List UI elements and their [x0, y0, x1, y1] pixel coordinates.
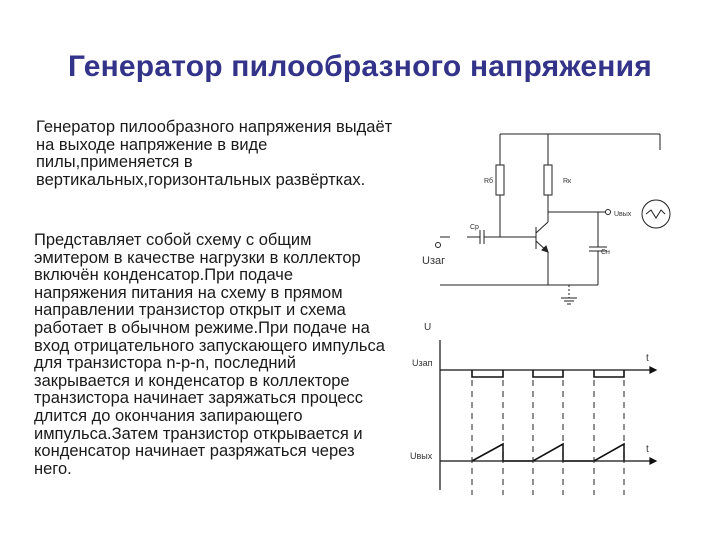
intro-paragraph: Генератор пилообразного напряжения выдаёт на выходе напряжение в виде пилы,применяется в вертикальных,горизонтальных развёртках. [36, 118, 393, 189]
cp-label: Cp [470, 224, 479, 231]
time-label-2: t [646, 444, 649, 455]
pulse-2 [533, 370, 563, 377]
output-label: Uвых [614, 211, 632, 218]
rb-resistor [496, 165, 504, 195]
rk-label: Rк [563, 178, 572, 185]
oscilloscope-trace [646, 210, 665, 218]
pulse-1 [472, 370, 503, 377]
page-title: Генератор пилообразного напряжения [68, 50, 652, 83]
output-terminal [606, 210, 611, 215]
cn-label: Cн [601, 249, 610, 256]
circuit-schematic [440, 134, 670, 304]
time-axis-1-arrow [650, 367, 656, 373]
pulse-voltage-label: Uзап [412, 358, 433, 368]
u-axis-label: U [424, 322, 432, 333]
terminals [436, 210, 611, 248]
rb-label: Rб [484, 178, 494, 185]
output-voltage-label: Uвых [410, 451, 433, 461]
sawtooth-wave [472, 444, 624, 461]
transistor-collector [536, 222, 548, 233]
input-terminal [436, 243, 441, 248]
time-label-1: t [646, 353, 649, 364]
guide-lines [472, 380, 624, 495]
pulse-3 [594, 370, 624, 377]
time-axis-2-arrow [650, 458, 656, 464]
input-voltage-label: Uзаг [422, 255, 446, 267]
description-paragraph: Представляет собой схему с общим эмитером в качестве нагрузки в коллектор включён конденсатор.При подаче напряжения питания на схему в прямом направлении транзистор открыт и схема работает в обычном режиме.При подаче на вход отрицательного запускающего импульса для транзистора n-p-n, последний закрывается и конденсатор в коллекторе транзистора начинает заряжаться процесс длится до окончания запирающего импульса.Затем транзистор открывается и конденсатор начинает разряжаться через него. [34, 231, 385, 478]
rk-resistor [544, 165, 552, 195]
